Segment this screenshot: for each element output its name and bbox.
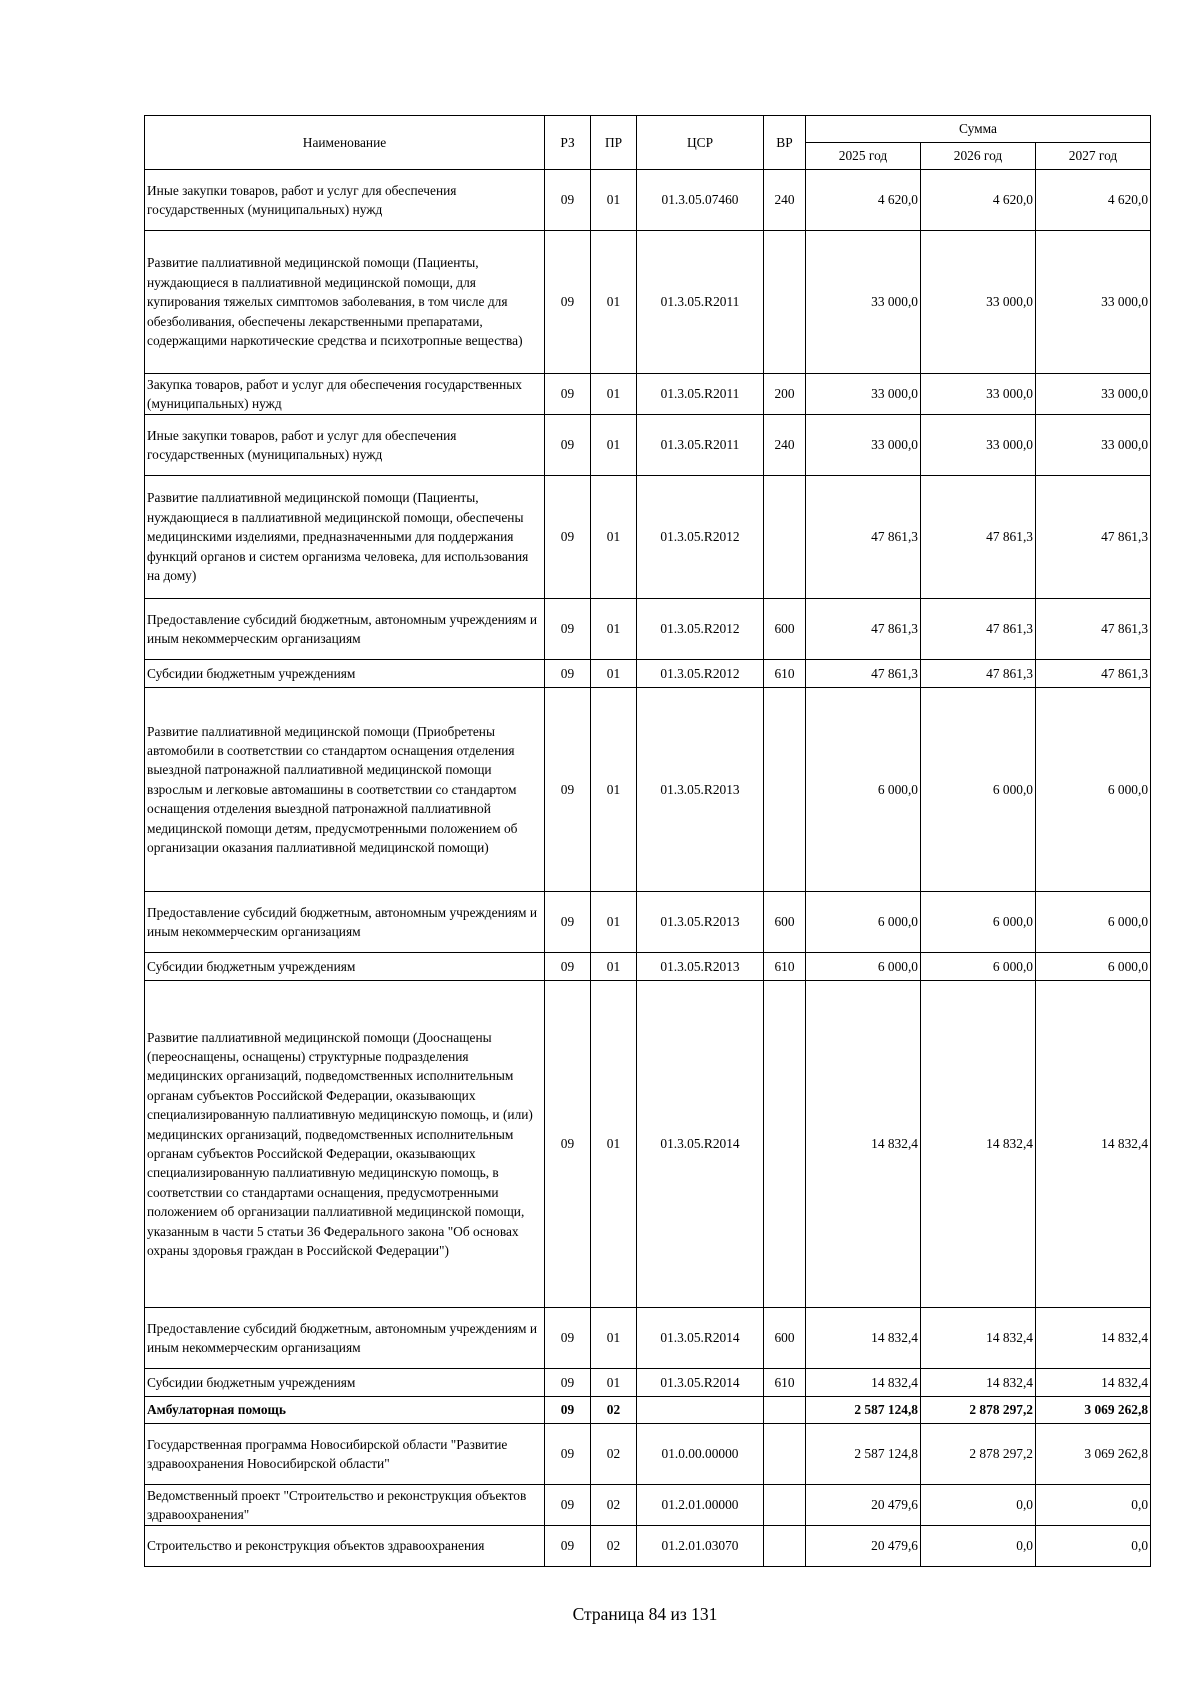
cell-rz: 09 xyxy=(545,1526,591,1567)
cell-sum-2027: 14 832,4 xyxy=(1036,1369,1151,1397)
cell-sum-2027: 6 000,0 xyxy=(1036,953,1151,981)
cell-name: Государственная программа Новосибирской области "Развитие здравоохранения Новосибирской области" xyxy=(145,1424,545,1485)
cell-vr: 600 xyxy=(764,1308,806,1369)
cell-pr: 01 xyxy=(591,599,637,660)
cell-rz: 09 xyxy=(545,688,591,892)
cell-sum-2025: 14 832,4 xyxy=(806,1369,921,1397)
cell-name: Развитие паллиативной медицинской помощи (Приобретены автомобили в соответствии со стандартом оснащения отделения выездной патронажной паллиативной медицинской помощи взрослым и легковые автомашины в соответствии со стандартом оснащения отделения выездной патронажной паллиативной медицинской помощи детям, предусмотренными положением об организации оказания паллиативной медицинской помощи) xyxy=(145,688,545,892)
table-row xyxy=(145,231,1151,374)
cell-csr: 01.2.01.00000 xyxy=(637,1485,764,1526)
cell-vr: 610 xyxy=(764,660,806,688)
cell-sum-2027: 4 620,0 xyxy=(1036,170,1151,231)
cell-sum-2027: 14 832,4 xyxy=(1036,1308,1151,1369)
cell-csr: 01.3.05.R2013 xyxy=(637,892,764,953)
cell-sum-2027: 33 000,0 xyxy=(1036,231,1151,374)
cell-sum-2027: 3 069 262,8 xyxy=(1036,1397,1151,1424)
table-row xyxy=(145,1308,1151,1369)
table-row xyxy=(145,415,1151,476)
cell-vr xyxy=(764,1526,806,1567)
cell-sum-2027: 6 000,0 xyxy=(1036,688,1151,892)
cell-sum-2025: 6 000,0 xyxy=(806,892,921,953)
cell-csr: 01.3.05.R2012 xyxy=(637,599,764,660)
cell-name: Развитие паллиативной медицинской помощи (Пациенты, нуждающиеся в паллиативной медицинской помощи, обеспечены медицинскими изделиями, предназначенными для поддержания функций органов и систем организма человека, для использования на дому) xyxy=(145,476,545,599)
table-row xyxy=(145,1369,1151,1397)
cell-sum-2025: 6 000,0 xyxy=(806,688,921,892)
cell-sum-2026: 33 000,0 xyxy=(921,374,1036,415)
cell-rz: 09 xyxy=(545,892,591,953)
cell-sum-2025: 6 000,0 xyxy=(806,953,921,981)
cell-sum-2026: 47 861,3 xyxy=(921,660,1036,688)
cell-vr: 240 xyxy=(764,415,806,476)
cell-sum-2026: 0,0 xyxy=(921,1485,1036,1526)
cell-pr: 02 xyxy=(591,1424,637,1485)
cell-pr: 01 xyxy=(591,892,637,953)
cell-sum-2025: 47 861,3 xyxy=(806,660,921,688)
cell-rz: 09 xyxy=(545,599,591,660)
cell-csr: 01.3.05.07460 xyxy=(637,170,764,231)
cell-pr: 01 xyxy=(591,1369,637,1397)
cell-vr: 200 xyxy=(764,374,806,415)
cell-pr: 01 xyxy=(591,1308,637,1369)
cell-csr: 01.3.05.R2013 xyxy=(637,688,764,892)
cell-csr: 01.3.05.R2011 xyxy=(637,374,764,415)
table-row xyxy=(145,1526,1151,1567)
cell-sum-2026: 14 832,4 xyxy=(921,1369,1036,1397)
cell-pr: 01 xyxy=(591,374,637,415)
table-row xyxy=(145,981,1151,1308)
table-row xyxy=(145,374,1151,415)
table-row xyxy=(145,1424,1151,1485)
header-year-2027: 2027 год xyxy=(1036,143,1151,170)
table-row xyxy=(145,170,1151,231)
cell-sum-2025: 47 861,3 xyxy=(806,476,921,599)
cell-sum-2027: 6 000,0 xyxy=(1036,892,1151,953)
cell-pr: 02 xyxy=(591,1397,637,1424)
cell-sum-2025: 20 479,6 xyxy=(806,1485,921,1526)
cell-csr: 01.3.05.R2011 xyxy=(637,231,764,374)
cell-sum-2025: 4 620,0 xyxy=(806,170,921,231)
cell-name: Закупка товаров, работ и услуг для обеспечения государственных (муниципальных) нужд xyxy=(145,374,545,415)
cell-sum-2027: 47 861,3 xyxy=(1036,660,1151,688)
page-number: Страница 84 из 131 xyxy=(572,1604,718,1624)
cell-name: Субсидии бюджетным учреждениям xyxy=(145,660,545,688)
cell-pr: 01 xyxy=(591,660,637,688)
cell-name: Предоставление субсидий бюджетным, автономным учреждениям и иным некоммерческим организациям xyxy=(145,599,545,660)
cell-pr: 02 xyxy=(591,1526,637,1567)
cell-csr: 01.3.05.R2014 xyxy=(637,1308,764,1369)
cell-vr xyxy=(764,231,806,374)
budget-table xyxy=(144,115,1151,1567)
cell-sum-2025: 2 587 124,8 xyxy=(806,1397,921,1424)
cell-sum-2025: 14 832,4 xyxy=(806,1308,921,1369)
cell-name: Иные закупки товаров, работ и услуг для обеспечения государственных (муниципальных) нужд xyxy=(145,415,545,476)
table-row xyxy=(145,688,1151,892)
cell-pr: 01 xyxy=(591,476,637,599)
cell-name: Ведомственный проект "Строительство и реконструкция объектов здравоохранения" xyxy=(145,1485,545,1526)
cell-rz: 09 xyxy=(545,1369,591,1397)
cell-sum-2026: 14 832,4 xyxy=(921,1308,1036,1369)
cell-rz: 09 xyxy=(545,374,591,415)
cell-csr: 01.3.05.R2012 xyxy=(637,660,764,688)
cell-pr: 01 xyxy=(591,170,637,231)
cell-rz: 09 xyxy=(545,1424,591,1485)
cell-name: Субсидии бюджетным учреждениям xyxy=(145,1369,545,1397)
cell-csr: 01.3.05.R2012 xyxy=(637,476,764,599)
cell-vr xyxy=(764,1424,806,1485)
table-row xyxy=(145,892,1151,953)
cell-name: Субсидии бюджетным учреждениям xyxy=(145,953,545,981)
cell-rz: 09 xyxy=(545,660,591,688)
cell-csr: 01.2.01.03070 xyxy=(637,1526,764,1567)
cell-sum-2026: 2 878 297,2 xyxy=(921,1397,1036,1424)
cell-vr: 600 xyxy=(764,599,806,660)
cell-vr xyxy=(764,476,806,599)
cell-sum-2026: 33 000,0 xyxy=(921,231,1036,374)
cell-name: Предоставление субсидий бюджетным, автономным учреждениям и иным некоммерческим организациям xyxy=(145,1308,545,1369)
cell-sum-2027: 3 069 262,8 xyxy=(1036,1424,1151,1485)
cell-sum-2027: 47 861,3 xyxy=(1036,476,1151,599)
cell-vr: 610 xyxy=(764,953,806,981)
cell-sum-2027: 33 000,0 xyxy=(1036,374,1151,415)
cell-pr: 01 xyxy=(591,953,637,981)
cell-sum-2027: 14 832,4 xyxy=(1036,981,1151,1308)
cell-name: Развитие паллиативной медицинской помощи (Дооснащены (переоснащены, оснащены) структурные подразделения медицинских организаций, подведомственных исполнительным органам субъектов Российской Федерации, оказывающих специализированную паллиативную медицинскую помощь, и (или) медицинских организаций, подведомственных исполнительным органам субъектов Российской Федерации, оказывающих специализированную паллиативную медицинскую помощь, в соответствии со стандартами оснащения, предусмотренными положением об организации паллиативной медицинской помощи, указанным в части 5 статьи 36 Федерального закона "Об основах охраны здоровья граждан в Российской Федерации") xyxy=(145,981,545,1308)
cell-rz: 09 xyxy=(545,981,591,1308)
cell-rz: 09 xyxy=(545,1308,591,1369)
table-row xyxy=(145,1397,1151,1424)
header-year-2026: 2026 год xyxy=(921,143,1036,170)
header-vr: ВР xyxy=(764,116,806,170)
cell-sum-2025: 33 000,0 xyxy=(806,415,921,476)
cell-rz: 09 xyxy=(545,953,591,981)
cell-vr: 240 xyxy=(764,170,806,231)
cell-csr: 01.3.05.R2011 xyxy=(637,415,764,476)
cell-sum-2025: 20 479,6 xyxy=(806,1526,921,1567)
header-pr: ПР xyxy=(591,116,637,170)
cell-rz: 09 xyxy=(545,476,591,599)
cell-sum-2025: 47 861,3 xyxy=(806,599,921,660)
cell-vr: 610 xyxy=(764,1369,806,1397)
cell-pr: 01 xyxy=(591,231,637,374)
cell-sum-2025: 33 000,0 xyxy=(806,374,921,415)
header-name: Наименование xyxy=(145,116,545,170)
cell-csr: 01.3.05.R2013 xyxy=(637,953,764,981)
cell-rz: 09 xyxy=(545,1397,591,1424)
cell-rz: 09 xyxy=(545,1485,591,1526)
cell-sum-2026: 6 000,0 xyxy=(921,688,1036,892)
cell-pr: 01 xyxy=(591,981,637,1308)
cell-sum-2026: 14 832,4 xyxy=(921,981,1036,1308)
cell-pr: 01 xyxy=(591,415,637,476)
cell-sum-2025: 33 000,0 xyxy=(806,231,921,374)
cell-sum-2026: 6 000,0 xyxy=(921,892,1036,953)
header-year-2025: 2025 год xyxy=(806,143,921,170)
cell-sum-2026: 2 878 297,2 xyxy=(921,1424,1036,1485)
cell-sum-2025: 14 832,4 xyxy=(806,981,921,1308)
cell-sum-2025: 2 587 124,8 xyxy=(806,1424,921,1485)
header-rz: РЗ xyxy=(545,116,591,170)
cell-sum-2026: 47 861,3 xyxy=(921,599,1036,660)
cell-sum-2027: 0,0 xyxy=(1036,1485,1151,1526)
cell-sum-2026: 6 000,0 xyxy=(921,953,1036,981)
cell-csr: 01.0.00.00000 xyxy=(637,1424,764,1485)
cell-rz: 09 xyxy=(545,415,591,476)
cell-sum-2026: 4 620,0 xyxy=(921,170,1036,231)
cell-name: Амбулаторная помощь xyxy=(145,1397,545,1424)
table-row xyxy=(145,660,1151,688)
table-row xyxy=(145,599,1151,660)
cell-sum-2026: 33 000,0 xyxy=(921,415,1036,476)
cell-rz: 09 xyxy=(545,170,591,231)
cell-vr xyxy=(764,981,806,1308)
cell-csr: 01.3.05.R2014 xyxy=(637,981,764,1308)
cell-vr xyxy=(764,1397,806,1424)
cell-name: Иные закупки товаров, работ и услуг для обеспечения государственных (муниципальных) нужд xyxy=(145,170,545,231)
cell-sum-2026: 0,0 xyxy=(921,1526,1036,1567)
table-body xyxy=(145,170,1151,1567)
cell-pr: 01 xyxy=(591,688,637,892)
cell-name: Развитие паллиативной медицинской помощи (Пациенты, нуждающиеся в паллиативной медицинской помощи, для купирования тяжелых симптомов заболевания, в том числе для обезболивания, обеспечены лекарственными препаратами, содержащими наркотические средства и психотропные вещества) xyxy=(145,231,545,374)
cell-name: Предоставление субсидий бюджетным, автономным учреждениям и иным некоммерческим организациям xyxy=(145,892,545,953)
cell-pr: 02 xyxy=(591,1485,637,1526)
header-sum: Сумма xyxy=(806,116,1151,143)
cell-vr: 600 xyxy=(764,892,806,953)
cell-vr xyxy=(764,1485,806,1526)
cell-name: Строительство и реконструкция объектов здравоохранения xyxy=(145,1526,545,1567)
cell-csr: 01.3.05.R2014 xyxy=(637,1369,764,1397)
cell-sum-2027: 33 000,0 xyxy=(1036,415,1151,476)
cell-sum-2027: 0,0 xyxy=(1036,1526,1151,1567)
table-row xyxy=(145,476,1151,599)
cell-csr xyxy=(637,1397,764,1424)
cell-sum-2027: 47 861,3 xyxy=(1036,599,1151,660)
cell-sum-2026: 47 861,3 xyxy=(921,476,1036,599)
table-row xyxy=(145,953,1151,981)
table-row xyxy=(145,1485,1151,1526)
cell-vr xyxy=(764,688,806,892)
cell-rz: 09 xyxy=(545,231,591,374)
header-csr: ЦСР xyxy=(637,116,764,170)
